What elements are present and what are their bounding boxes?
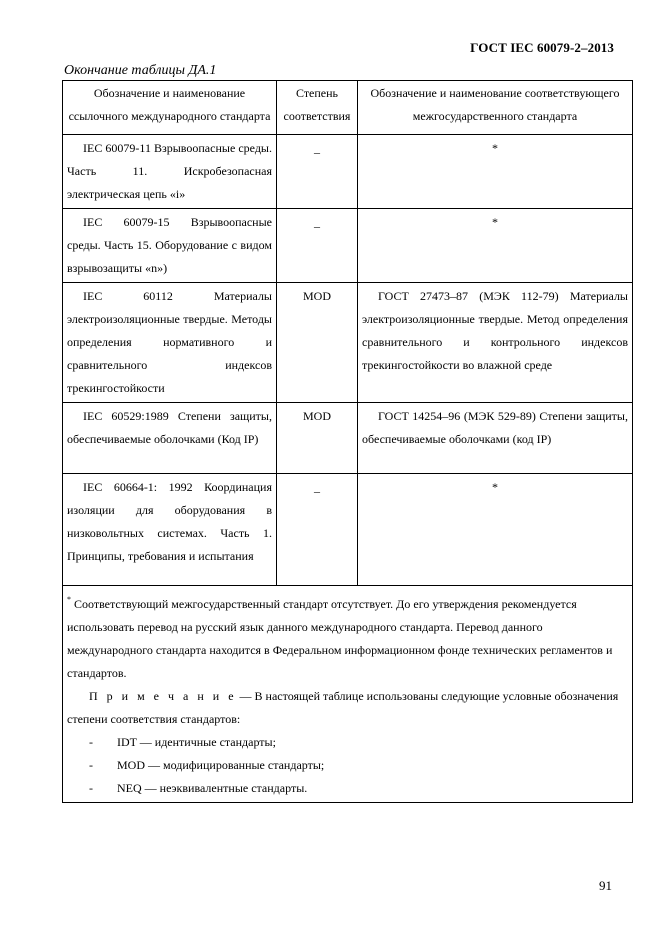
note-text: — В настоящей таблице использованы следующие условные обозначения степени соответствия стандартов:: [67, 689, 619, 726]
footnote: [67, 588, 628, 685]
cell-international: IEC 60529:1989 Степени защиты, обеспечиваемые оболочками (Код IP): [63, 403, 277, 474]
column-header-degree: Степень соответствия: [277, 81, 358, 135]
cell-interstate: ГОСТ 27473–87 (МЭК 112-79) Материалы электроизоляционные твердые. Метод определения сравнительного и контрольного индексов трекингостойкости во влажной среде: [358, 283, 633, 403]
note-label: П р и м е ч а н и е: [89, 689, 237, 703]
document-header: ГОСТ IEC 60079-2–2013: [470, 40, 614, 55]
notes-cell: [63, 586, 633, 803]
cell-interstate: *: [358, 135, 633, 209]
table-row: [63, 135, 633, 209]
column-header-international: Обозначение и наименование ссылочного международного стандарта: [63, 81, 277, 135]
cell-interstate: *: [358, 474, 633, 586]
table-header-row: [63, 81, 633, 135]
cell-degree: _: [277, 209, 358, 283]
page-number: 91: [599, 878, 612, 893]
column-header-interstate: Обозначение и наименование соответствующего межгосударственного стандарта: [358, 81, 633, 135]
list-item-text: NEQ — неэквивалентные стандарты.: [117, 781, 308, 795]
cell-degree: _: [277, 135, 358, 209]
table-row: [63, 474, 633, 586]
cell-international: IEC 60079-15 Взрывоопасные среды. Часть 15. Оборудование с видом взрывозащиты «n»): [63, 209, 277, 283]
notes-row: [63, 586, 633, 803]
footnote-text: Соответствующий межгосударственный стандарт отсутствует. До его утверждения рекомендуется использовать перевод на русский язык данного международного стандарта. Перевод данного международного стандарта находится в Федеральном информационном фонде технических регламентов и стандартов.: [67, 597, 613, 680]
list-item-text: IDT — идентичные стандарты;: [117, 735, 276, 749]
cell-international: IEC 60079-11 Взрывоопасные среды. Часть 11. Искробезопасная электрическая цепь «i»: [63, 135, 277, 209]
cell-interstate: *: [358, 209, 633, 283]
list-item: [67, 754, 628, 777]
table-row: [63, 403, 633, 474]
list-item-text: MOD — модифицированные стандарты;: [117, 758, 325, 772]
list-item: [67, 777, 628, 800]
cell-international: IEC 60664-1: 1992 Координация изоляции для оборудования в низковольтных системах. Часть 1. Принципы, требования и испытания: [63, 474, 277, 586]
table-row: [63, 283, 633, 403]
cell-degree: MOD: [277, 403, 358, 474]
reference-table: [62, 80, 633, 803]
list-item: [67, 731, 628, 754]
cell-degree: MOD: [277, 283, 358, 403]
cell-degree: _: [277, 474, 358, 586]
table-caption: Окончание таблицы ДА.1: [64, 63, 217, 78]
list-dash: -: [89, 758, 93, 772]
table-row: [63, 209, 633, 283]
footnote-mark: *: [67, 595, 71, 604]
cell-international: IEC 60112 Материалы электроизоляционные твердые. Методы определения нормативного и сравнительного индексов трекингостойкости: [63, 283, 277, 403]
list-dash: -: [89, 735, 93, 749]
list-dash: -: [89, 781, 93, 795]
note-paragraph: [67, 685, 628, 731]
cell-interstate: ГОСТ 14254–96 (МЭК 529-89) Степени защиты, обеспечиваемые оболочками (код IP): [358, 403, 633, 474]
